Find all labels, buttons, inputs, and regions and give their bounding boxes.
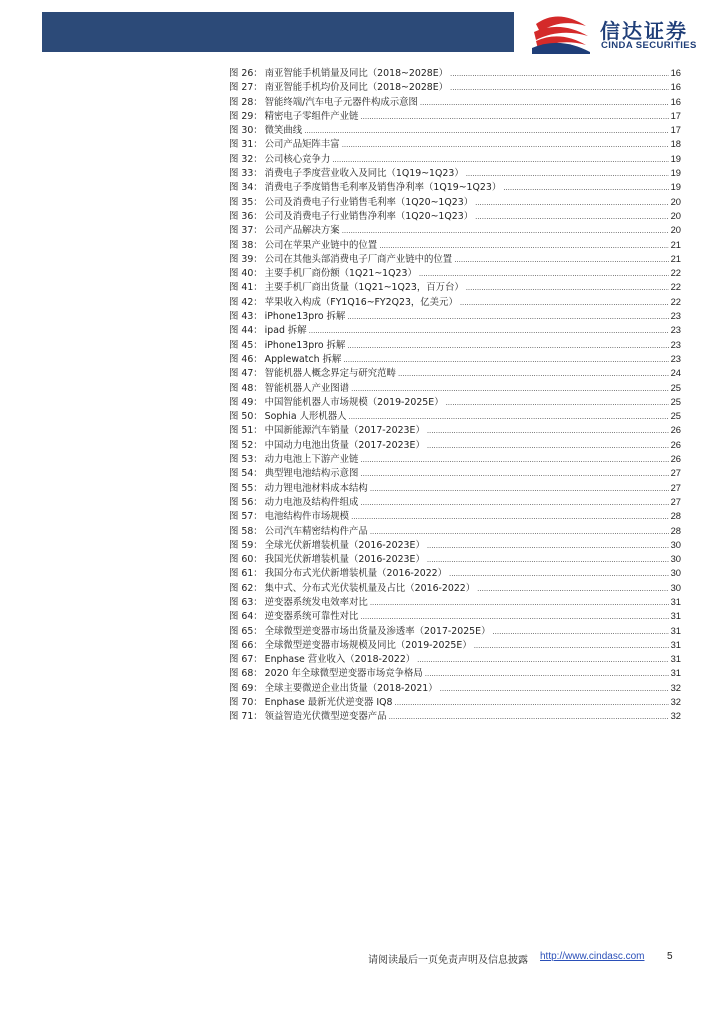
toc-entry[interactable] — [229, 452, 681, 466]
toc-dot-leader — [427, 439, 669, 453]
toc-entry-title: 公司在其他头部消费电子厂商产业链中的位置 — [264, 253, 453, 265]
toc-entry-label: 图 38： — [229, 239, 263, 251]
toc-entry-title: 动力电池上下游产业链 — [264, 454, 359, 466]
toc-dot-leader — [427, 424, 669, 438]
toc-entry-label: 图 49： — [229, 396, 263, 408]
footer-website-link[interactable]: http://www.cindasc.com — [540, 951, 645, 962]
toc-dot-leader — [503, 181, 668, 195]
toc-dot-leader — [427, 539, 669, 553]
toc-entry-label: 图 59： — [229, 539, 263, 551]
toc-dot-leader — [450, 67, 669, 81]
toc-dot-leader — [343, 353, 668, 367]
toc-dot-leader — [379, 239, 668, 253]
toc-dot-leader — [425, 667, 669, 681]
toc-dot-leader — [360, 110, 668, 124]
toc-dot-leader — [351, 382, 669, 396]
toc-entry-page: 16 — [670, 67, 681, 78]
toc-entry-title: 公司产品矩阵丰富 — [264, 139, 340, 151]
toc-dot-leader — [360, 467, 668, 481]
toc-entry-label: 图 30： — [229, 125, 263, 137]
toc-entry-title: 主要手机厂商出货量（1Q21~1Q23，百万台） — [264, 282, 464, 294]
toc-entry[interactable] — [229, 481, 681, 495]
toc-entry-label: 图 60： — [229, 554, 263, 566]
toc-dot-leader — [398, 367, 669, 381]
toc-entry[interactable] — [229, 66, 681, 80]
toc-dot-leader — [332, 153, 668, 167]
toc-entry-title: 动力电池及结构件组成 — [264, 496, 359, 508]
toc-dot-leader — [466, 281, 669, 295]
toc-entry-page: 25 — [670, 395, 681, 407]
toc-entry-page: 32 — [670, 681, 681, 693]
toc-dot-leader — [446, 396, 669, 410]
toc-entry-label: 图 51： — [229, 425, 263, 437]
toc-entry-title: 集中式、分布式光伏装机量及占比（2016-2022） — [264, 582, 476, 594]
toc-entry-page: 30 — [670, 581, 681, 593]
toc-entry-page: 32 — [670, 696, 681, 708]
cinda-logo-mark-icon — [530, 14, 592, 54]
toc-entry-title: 全球光伏新增装机量（2016-2023E） — [264, 539, 425, 551]
toc-entry[interactable] — [229, 624, 681, 638]
toc-entry-label: 图 39： — [229, 253, 263, 265]
toc-entry-label: 图 47： — [229, 368, 263, 380]
toc-entry[interactable] — [229, 466, 681, 480]
toc-dot-leader — [475, 196, 668, 210]
toc-dot-leader — [450, 81, 669, 95]
toc-dot-leader — [492, 625, 668, 639]
toc-entry[interactable] — [229, 538, 681, 552]
toc-entry-label: 图 56： — [229, 496, 263, 508]
page-number: 5 — [667, 951, 673, 962]
toc-dot-leader — [440, 682, 669, 696]
toc-entry[interactable] — [229, 709, 681, 723]
toc-entry-label: 图 57： — [229, 511, 263, 523]
toc-entry-title: 精密电子零组件产业链 — [264, 110, 359, 122]
toc-entry[interactable] — [229, 180, 681, 194]
toc-entry-page: 30 — [670, 538, 681, 550]
toc-entry-page: 26 — [670, 453, 681, 465]
toc-entry[interactable] — [229, 595, 681, 609]
toc-entry-page: 22 — [670, 281, 681, 293]
toc-entry-label: 图 58： — [229, 525, 263, 537]
toc-entry-title: 消费电子季度营业收入及同比（1Q19~1Q23） — [264, 168, 464, 180]
toc-entry[interactable] — [229, 509, 681, 523]
toc-entry-label: 图 62： — [229, 582, 263, 594]
toc-entry[interactable] — [229, 137, 681, 151]
toc-entry-title: 逆变器系统可靠性对比 — [264, 611, 359, 623]
toc-entry[interactable] — [229, 395, 681, 409]
toc-entry-label: 图 40： — [229, 268, 263, 280]
header-bar — [42, 12, 514, 52]
toc-entry-label: 图 33： — [229, 168, 263, 180]
footer-disclaimer: 请阅读最后一页免责声明及信息披露 — [368, 955, 528, 966]
toc-entry-page: 16 — [670, 95, 681, 107]
toc-entry-page: 22 — [670, 267, 681, 279]
toc-entry-title: 主要手机厂商份额（1Q21~1Q23） — [264, 268, 417, 280]
toc-entry-label: 图 27： — [229, 82, 263, 94]
toc-entry-label: 图 46： — [229, 353, 263, 365]
toc-entry-label: 图 67： — [229, 654, 263, 666]
toc-entry-title: 公司产品解决方案 — [264, 225, 340, 237]
toc-entry[interactable] — [229, 109, 681, 123]
toc-entry[interactable] — [229, 209, 681, 223]
toc-entry-label: 图 63： — [229, 596, 263, 608]
toc-dot-leader — [419, 267, 669, 281]
toc-entry-page: 26 — [670, 424, 681, 436]
toc-entry-page: 19 — [670, 167, 681, 179]
toc-entry-title: Sophia 人形机器人 — [264, 411, 347, 423]
toc-entry-title: Applewatch 拆解 — [264, 353, 342, 365]
toc-entry[interactable] — [229, 581, 681, 595]
toc-dot-leader — [309, 324, 669, 338]
toc-entry-title: iPhone13pro 拆解 — [264, 339, 346, 351]
toc-entry[interactable] — [229, 409, 681, 423]
toc-entry-label: 图 28： — [229, 96, 263, 108]
toc-dot-leader — [449, 567, 669, 581]
toc-entry-label: 图 45： — [229, 339, 263, 351]
toc-dot-leader — [427, 553, 669, 567]
toc-entry-page: 20 — [670, 195, 681, 207]
toc-entry-label: 图 65： — [229, 625, 263, 637]
toc-entry-page: 19 — [670, 181, 681, 193]
toc-dot-leader — [370, 596, 669, 610]
toc-entry-title: 电池结构件市场规模 — [264, 511, 350, 523]
toc-entry-label: 图 52： — [229, 439, 263, 451]
toc-entry[interactable] — [229, 152, 681, 166]
toc-entry[interactable] — [229, 524, 681, 538]
toc-entry-page: 21 — [670, 238, 681, 250]
toc-entry-label: 图 69： — [229, 682, 263, 694]
toc-dot-leader — [360, 453, 668, 467]
toc-entry-label: 图 44： — [229, 325, 263, 337]
toc-entry-page: 23 — [670, 324, 681, 336]
toc-entry-title: 全球微型逆变器市场出货量及渗透率（2017-2025E） — [264, 625, 491, 637]
toc-entry-label: 图 26： — [229, 68, 263, 79]
toc-entry-title: 中国新能源汽车销量（2017-2023E） — [264, 425, 425, 437]
toc-entry[interactable] — [229, 352, 681, 366]
toc-entry-title: 全球微型逆变器市场规模及同比（2019-2025E） — [264, 639, 472, 651]
toc-entry-title: 公司汽车精密结构件产品 — [264, 525, 368, 537]
toc-entry[interactable] — [229, 266, 681, 280]
toc-entry-label: 图 35： — [229, 196, 263, 208]
toc-entry-page: 16 — [670, 81, 681, 93]
toc-entry-page: 27 — [670, 467, 681, 479]
toc-entry[interactable] — [229, 666, 681, 680]
toc-entry[interactable] — [229, 166, 681, 180]
toc-entry[interactable] — [229, 495, 681, 509]
toc-entry-page: 31 — [670, 610, 681, 622]
toc-entry[interactable] — [229, 609, 681, 623]
toc-entry[interactable] — [229, 423, 681, 437]
toc-entry[interactable] — [229, 695, 681, 709]
toc-entry-label: 图 71： — [229, 711, 263, 723]
toc-dot-leader — [347, 339, 668, 353]
toc-entry[interactable] — [229, 80, 681, 94]
toc-entry[interactable] — [229, 123, 681, 137]
figure-index-list — [229, 66, 681, 724]
toc-entry-label: 图 53： — [229, 454, 263, 466]
toc-dot-leader — [304, 124, 668, 138]
toc-dot-leader — [348, 410, 668, 424]
toc-entry-title: Enphase 营业收入（2018-2022） — [264, 654, 416, 666]
toc-dot-leader — [454, 253, 668, 267]
toc-entry-title: 我国光伏新增装机量（2016-2023E） — [264, 554, 425, 566]
toc-dot-leader — [360, 610, 668, 624]
toc-entry-title: Enphase 最新光伏逆变器 IQ8 — [264, 697, 393, 709]
toc-entry-title: 公司在苹果产业链中的位置 — [264, 239, 378, 251]
toc-entry-page: 17 — [670, 124, 681, 136]
toc-dot-leader — [474, 639, 669, 653]
toc-entry-page: 31 — [670, 595, 681, 607]
toc-entry-title: 南亚智能手机销量及同比（2018~2028E） — [264, 68, 449, 79]
toc-entry-label: 图 34： — [229, 182, 263, 194]
toc-entry[interactable] — [229, 652, 681, 666]
toc-entry-label: 图 29： — [229, 110, 263, 122]
toc-entry-page: 31 — [670, 624, 681, 636]
toc-entry-page: 23 — [670, 310, 681, 322]
toc-entry-title: 中国动力电池出货量（2017-2023E） — [264, 439, 425, 451]
toc-entry-label: 图 37： — [229, 225, 263, 237]
toc-dot-leader — [360, 496, 668, 510]
toc-entry-page: 32 — [670, 710, 681, 722]
toc-entry-title: 动力锂电池材料成本结构 — [264, 482, 368, 494]
toc-entry-page: 31 — [670, 638, 681, 650]
toc-entry-title: iPhone13pro 拆解 — [264, 311, 346, 323]
toc-dot-leader — [475, 210, 668, 224]
toc-entry[interactable] — [229, 381, 681, 395]
toc-dot-leader — [370, 482, 669, 496]
toc-entry[interactable] — [229, 566, 681, 580]
toc-dot-leader — [420, 96, 669, 110]
toc-entry-label: 图 55： — [229, 482, 263, 494]
toc-entry-title: 微笑曲线 — [264, 125, 303, 137]
toc-entry[interactable] — [229, 95, 681, 109]
toc-entry-label: 图 36： — [229, 210, 263, 222]
toc-entry[interactable] — [229, 638, 681, 652]
toc-entry-label: 图 64： — [229, 611, 263, 623]
toc-entry-title: 智能终端/汽车电子元器件构成示意图 — [264, 96, 418, 108]
toc-dot-leader — [342, 224, 669, 238]
toc-dot-leader — [460, 296, 669, 310]
toc-entry-page: 28 — [670, 510, 681, 522]
toc-dot-leader — [466, 167, 669, 181]
toc-entry-page: 30 — [670, 567, 681, 579]
toc-entry[interactable] — [229, 366, 681, 380]
toc-entry-label: 图 42： — [229, 296, 263, 308]
toc-entry[interactable] — [229, 309, 681, 323]
toc-entry-page: 17 — [670, 109, 681, 121]
toc-entry-label: 图 48： — [229, 382, 263, 394]
toc-entry-label: 图 50： — [229, 411, 263, 423]
toc-entry-label: 图 32： — [229, 153, 263, 165]
toc-entry-title: 消费电子季度销售毛利率及销售净利率（1Q19~1Q23） — [264, 182, 502, 194]
toc-entry-page: 26 — [670, 438, 681, 450]
toc-entry-page: 25 — [670, 381, 681, 393]
toc-dot-leader — [342, 138, 669, 152]
toc-entry-label: 图 68： — [229, 668, 263, 680]
toc-entry-page: 24 — [670, 367, 681, 379]
toc-entry-page: 27 — [670, 495, 681, 507]
toc-entry[interactable] — [229, 195, 681, 209]
toc-entry-title: 全球主要微逆企业出货量（2018-2021） — [264, 682, 438, 694]
toc-entry-title: 智能机器人概念界定与研究范畴 — [264, 368, 396, 380]
toc-entry[interactable] — [229, 223, 681, 237]
toc-entry-title: 公司及消费电子行业销售净利率（1Q20~1Q23） — [264, 210, 474, 222]
toc-entry-page: 27 — [670, 481, 681, 493]
toc-dot-leader — [370, 525, 669, 539]
toc-entry-page: 20 — [670, 224, 681, 236]
toc-entry-title: ipad 拆解 — [264, 325, 307, 337]
toc-entry-page: 19 — [670, 152, 681, 164]
toc-entry[interactable] — [229, 238, 681, 252]
toc-entry-label: 图 31： — [229, 139, 263, 151]
toc-entry-label: 图 54： — [229, 468, 263, 480]
toc-entry[interactable] — [229, 338, 681, 352]
toc-entry[interactable] — [229, 295, 681, 309]
toc-entry-title: 逆变器系统发电效率对比 — [264, 596, 368, 608]
toc-entry-title: 我国分布式光伏新增装机量（2016-2022） — [264, 568, 448, 580]
toc-entry-label: 图 70： — [229, 697, 263, 709]
toc-entry[interactable] — [229, 552, 681, 566]
toc-entry[interactable] — [229, 280, 681, 294]
toc-dot-leader — [347, 310, 668, 324]
toc-entry[interactable] — [229, 438, 681, 452]
toc-entry-page: 22 — [670, 295, 681, 307]
toc-entry-label: 图 66： — [229, 639, 263, 651]
toc-entry-label: 图 41： — [229, 282, 263, 294]
toc-entry-label: 图 61： — [229, 568, 263, 580]
toc-entry-title: 中国智能机器人市场规模（2019-2025E） — [264, 396, 444, 408]
toc-entry-page: 31 — [670, 653, 681, 665]
toc-entry-title: 2020 年全球微型逆变器市场竞争格局 — [264, 668, 423, 680]
toc-entry[interactable] — [229, 681, 681, 695]
toc-entry[interactable] — [229, 252, 681, 266]
toc-dot-leader — [389, 710, 669, 724]
toc-dot-leader — [351, 510, 669, 524]
toc-entry-label: 图 43： — [229, 311, 263, 323]
toc-entry-page: 18 — [670, 138, 681, 150]
logo-english-text: CINDA SECURITIES — [601, 40, 697, 51]
toc-entry-page: 21 — [670, 252, 681, 264]
logo-chinese-text: 信达证券 — [600, 19, 688, 43]
toc-entry-page: 30 — [670, 553, 681, 565]
toc-dot-leader — [417, 653, 668, 667]
toc-entry-page: 23 — [670, 338, 681, 350]
toc-entry-title: 典型锂电池结构示意图 — [264, 468, 359, 480]
toc-entry-title: 南亚智能手机均价及同比（2018~2028E） — [264, 82, 449, 94]
toc-dot-leader — [395, 696, 669, 710]
toc-entry-title: 苹果收入构成（FY1Q16~FY2Q23，亿美元） — [264, 296, 458, 308]
toc-entry-page: 28 — [670, 524, 681, 536]
toc-entry-page: 25 — [670, 410, 681, 422]
cinda-logo — [530, 14, 710, 54]
toc-entry[interactable] — [229, 323, 681, 337]
toc-dot-leader — [477, 582, 668, 596]
toc-entry-page: 20 — [670, 209, 681, 221]
toc-entry-page: 23 — [670, 352, 681, 364]
toc-entry-title: 公司核心竞争力 — [264, 153, 331, 165]
toc-entry-page: 31 — [670, 667, 681, 679]
toc-entry-title: 公司及消费电子行业销售毛利率（1Q20~1Q23） — [264, 196, 474, 208]
toc-entry-title: 领益智造光伏微型逆变器产品 — [264, 711, 387, 723]
toc-entry-title: 智能机器人产业图谱 — [264, 382, 350, 394]
